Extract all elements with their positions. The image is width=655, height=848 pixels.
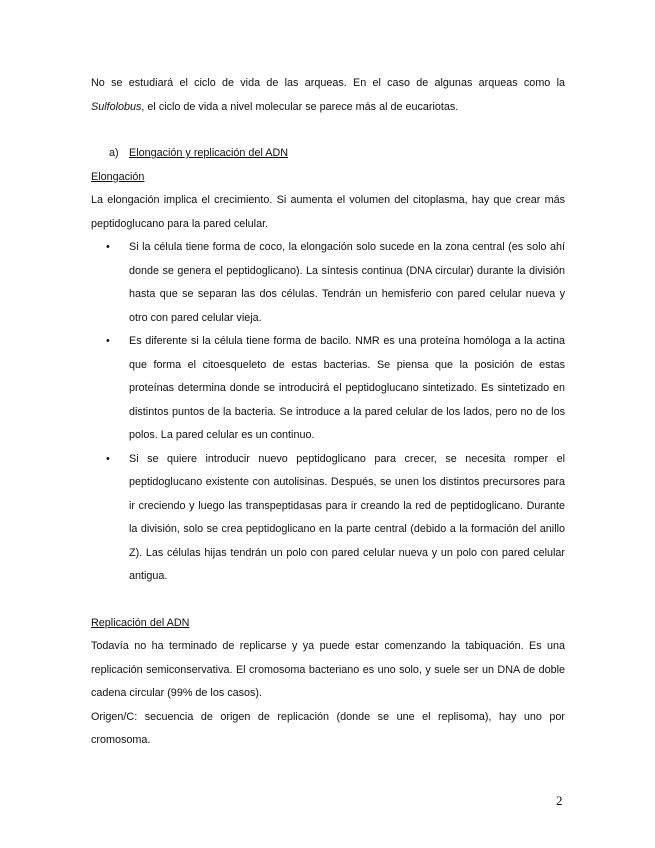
origen-paragraph: Origen/C: secuencia de origen de replicación (donde se une el replisoma), hay uno por cromosoma. xyxy=(91,710,565,746)
page-number: 2 xyxy=(556,793,563,808)
bullet-icon: • xyxy=(106,335,110,347)
intro-line2: , el ciclo de vida a nivel molecular se parece más al de eucariotas. xyxy=(141,100,459,113)
intro-italic-term: Sulfolobus xyxy=(91,100,142,113)
bullet-text: Es diferente si la célula tiene forma de bacilo. NMR es una proteína homóloga a la actina que forma el citoesqueleto de estas bacterias. Se piensa que la posición de estas proteínas determina donde se introducirá el peptidoglucano sintetizado. Es sintetizado en distintos puntos de la bacteria. Se introduce a la pared celular de los lados, pero no de los polos. La pared celular es un continuo. xyxy=(129,335,565,441)
replicacion-paragraph: Todavía no ha terminado de replicarse y ya puede estar comenzando la tabiquación. Es una replicación semiconservativa. El cromosoma bacteriano es uno solo, y suele ser un DNA de doble cadena circular (99% de los casos). xyxy=(91,640,565,699)
page-content xyxy=(91,72,565,753)
section-a-title xyxy=(91,142,565,166)
intro-paragraph xyxy=(91,72,565,119)
bullet-text: Si la célula tiene forma de coco, la elongación solo sucede en la zona central (es solo ahí donde se genera el peptidoglicano). La síntesis continua (DNA circular) durante la división hasta que se separan las dos células. Tendrán un hemisferio con pared celular nueva y otro con pared celular vieja. xyxy=(129,241,565,324)
spacer xyxy=(91,119,565,142)
bullet-icon: • xyxy=(106,452,110,465)
intro-line1: No se estudiará el ciclo de vida de las arqueas. En el caso de algunas arqueas como la xyxy=(91,77,565,89)
replicacion-heading: Replicación del ADN xyxy=(91,616,190,629)
bullet-icon: • xyxy=(106,241,110,253)
elongacion-paragraph: La elongación implica el crecimiento. Si aumenta el volumen del citoplasma, hay que crear más peptidoglucano para la pared celular. xyxy=(91,194,565,230)
replicacion-heading-row xyxy=(91,612,565,636)
list-item xyxy=(91,236,565,330)
elongacion-bullet-list xyxy=(91,236,565,589)
list-item xyxy=(91,330,565,448)
elongacion-heading-row xyxy=(91,166,565,190)
list-item xyxy=(91,448,565,589)
spacer xyxy=(91,589,565,612)
bullet-text: Si se quiere introducir nuevo peptidoglicano para crecer, se necesita romper el peptidoglucano existente con autolisinas. Después, se unen los distintos precursores para ir creciendo y luego las transpeptidasas para ir creando la red de peptidoglicano. Durante la división, solo se crea peptidoglicano en la parte central (debido a la formación del anillo Z). Las células hijas tendrán un polo con pared celular nueva y un polo con pared celular antigua. xyxy=(129,452,565,582)
section-a-heading: Elongación y replicación del ADN xyxy=(129,147,289,159)
section-a-marker: a) xyxy=(109,147,119,159)
elongacion-heading: Elongación xyxy=(91,170,145,183)
